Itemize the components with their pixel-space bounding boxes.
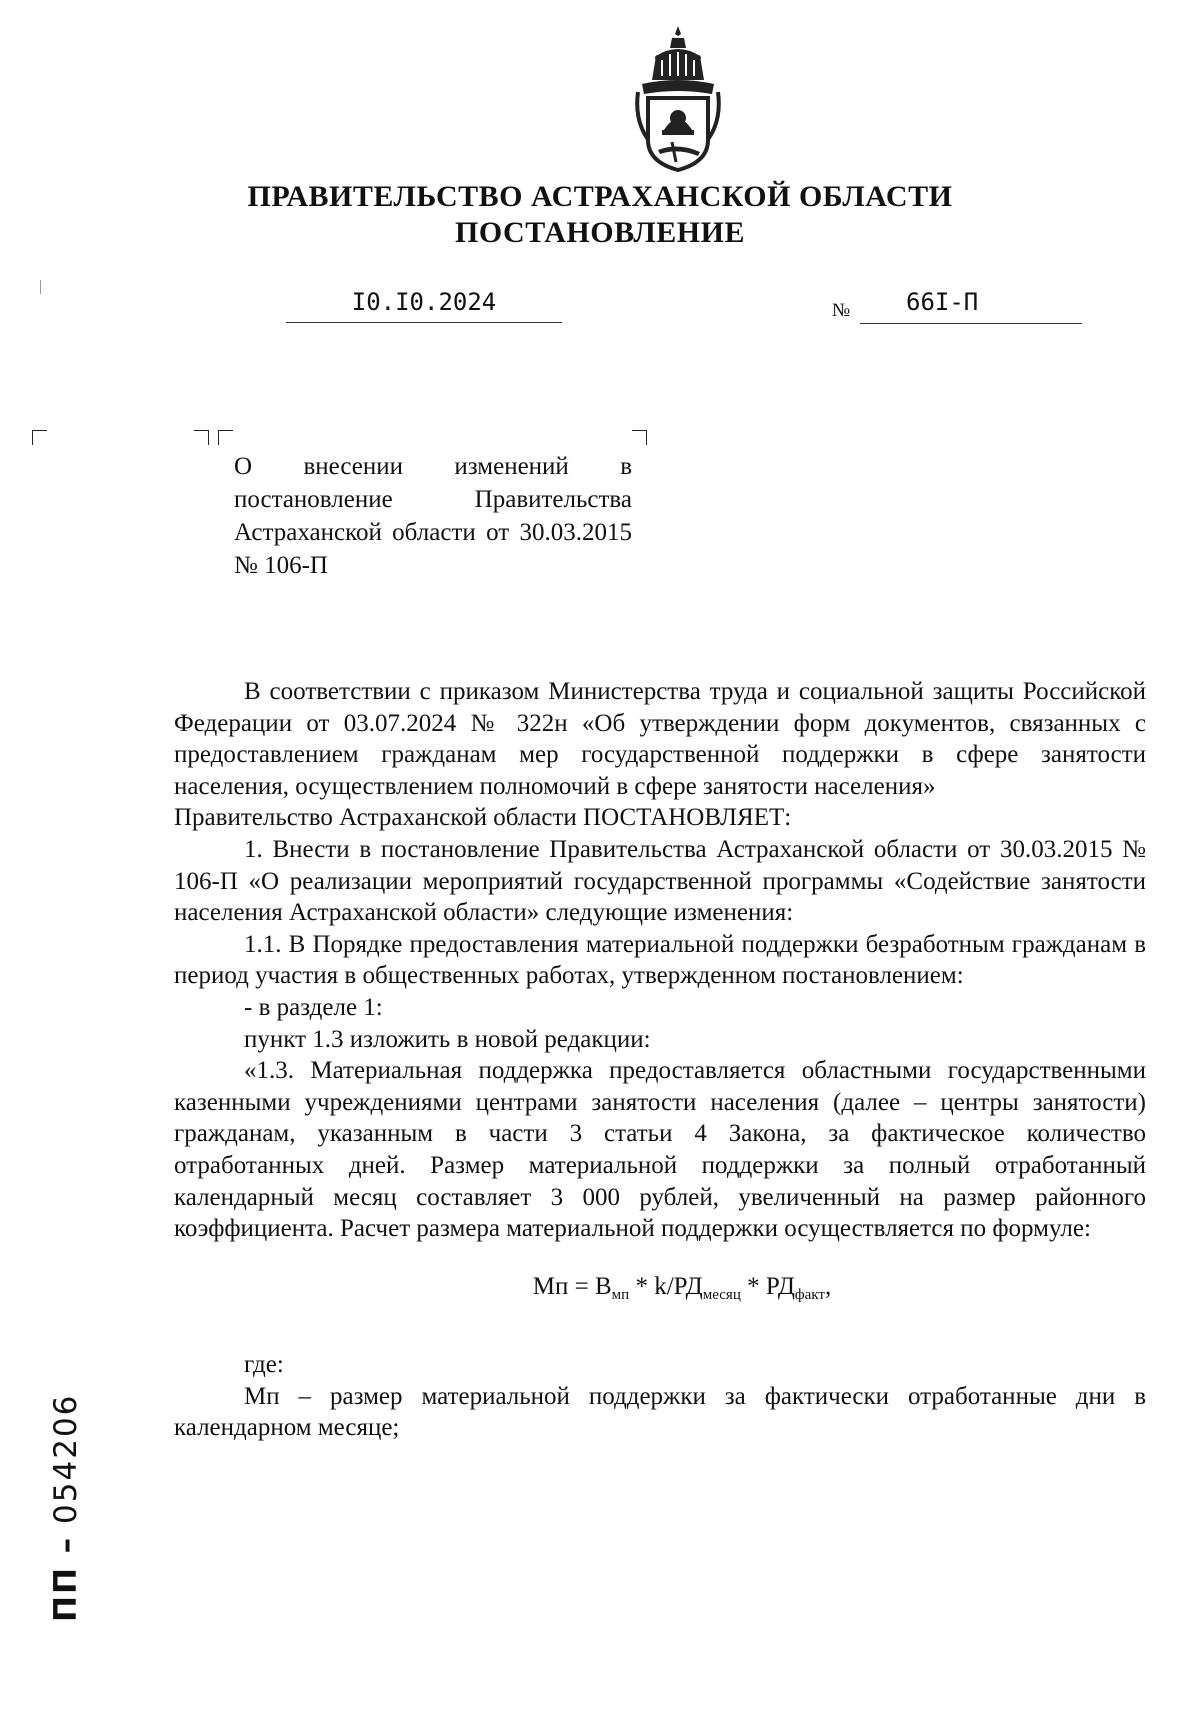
section-ref: - в разделе 1:: [244, 993, 383, 1021]
edge-tick: [40, 280, 41, 294]
number-sign: №: [832, 300, 851, 321]
organization-title: ПРАВИТЕЛЬСТВО АСТРАХАНСКОЙ ОБЛАСТИ: [247, 180, 953, 213]
clause-1-3: «1.3. Материальная поддержка предоставляется областными государственными казенными учреждениями центрами занятости населения (далее – центры занятости) гражданам, указанным в части 3 статьи 4 Закона, за фактическое количество отработанных дней. Размер материальной поддержки за полный отработанный календарный месяц составляет 3 000 рублей, увеличенный на размер районного коэффициента. Расчет размера материальной поддержки осуществляется по формуле:: [174, 1057, 1146, 1243]
resolution-line: Правительство Астраханской области ПОСТАНОВЛЯЕТ:: [174, 804, 792, 832]
preamble-paragraph: В соответствии с приказом Министерства труда и социальной защиты Российской Федерации от 03.07.2024 № 322н «Об утверждении форм документов, связанных с предоставлением гражданам мер государственной поддержки в сфере занятости населения, осуществлением полномочий в сфере занятости населения»: [174, 678, 1146, 800]
subject-corner-left-outer: [194, 430, 209, 445]
document-body: [174, 676, 1146, 1444]
document-number: 66I-П: [860, 288, 1082, 324]
document-date: I0.I0.2024: [286, 288, 562, 323]
clause-ref: пункт 1.3 изложить в новой редакции:: [244, 1025, 651, 1053]
support-formula: Мп = $В_{мп} * k/РД_{месяц} * РД_{факт}$,: [532, 1272, 832, 1303]
margin-corner-left: [32, 430, 47, 445]
where-label: где:: [244, 1351, 284, 1379]
coat-of-arms-icon: [628, 22, 728, 180]
item-1-1: 1.1. В Порядке предоставления материальной поддержки безработным гражданам в период участия в общественных работах, утвержденном постановлением:: [174, 930, 1146, 990]
item-1: 1. Внести в постановление Правительства Астраханской области от 30.03.2015 № 106-П «О реализации мероприятий государственной программы «Содействие занятости населения Астраханской области» следующие изменения:: [174, 835, 1146, 927]
subject-corner-left-inner: [218, 430, 233, 445]
document-type-title: ПОСТАНОВЛЕНИЕ: [455, 216, 745, 249]
document-subject: О внесении изменений в постановление Правительства Астраханской области от 30.03.2015 № 106-П: [234, 453, 632, 579]
definition-mp: Мп – размер материальной поддержки за фактически отработанные дни в календарном месяце;: [174, 1382, 1146, 1442]
form-serial-number: ПП – 054206: [48, 1393, 84, 1622]
subject-corner-right: [632, 430, 647, 445]
